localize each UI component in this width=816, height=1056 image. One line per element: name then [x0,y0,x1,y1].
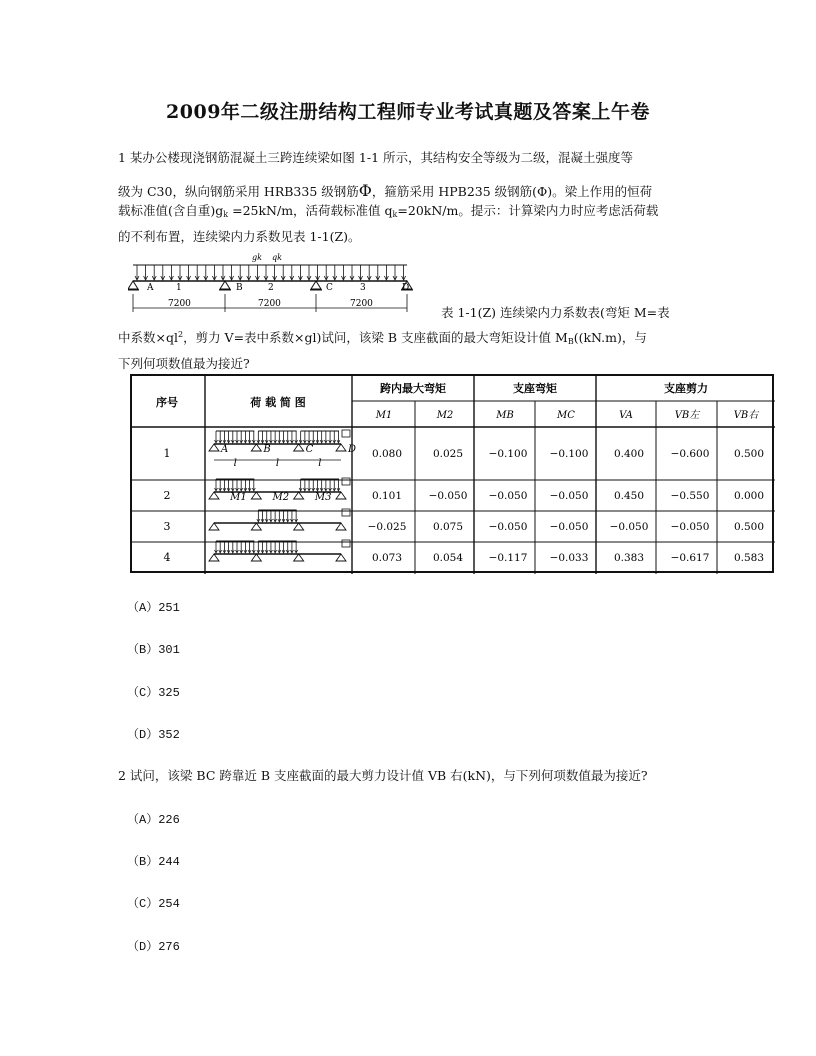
question-1-text [118,147,708,169]
diagram-label: D [348,444,357,455]
table-cell: −0.117 [488,552,528,564]
q1-option-c[interactable]: （C）325 [127,686,180,700]
diagram-label: C [305,444,314,455]
sub-header-3: MB [496,410,514,421]
q1-option-a[interactable]: （A）251 [127,601,180,615]
diagram-label: A [221,444,229,455]
table-cell: −0.050 [488,521,528,533]
sub-header-1: M1 [375,410,393,421]
q1-line-3: 载标准值(含自重)$g_k =25kN/m$，活荷载标准值 $q_k=20kN/m$。提示：计算梁内力时应考虑活荷载 [118,203,659,219]
header-support-shear: 支座剪力 [664,382,708,395]
diagram-span-label: l [318,458,322,469]
continuous-beam-figure [128,252,424,316]
load-g-label: gk [252,253,262,262]
table-cell: 0.073 [371,552,403,564]
page-title: 2009年二级注册结构工程师专业考试真题及答案上午卷 [166,101,650,123]
support-b [219,281,231,290]
table-cell: 0.054 [432,552,464,564]
table-cell: −0.050 [428,490,468,502]
table-cell: −0.600 [670,448,710,460]
table-cell: −0.033 [549,552,589,564]
table-cell: −0.617 [670,552,710,564]
span-length-3: 7200 [350,299,373,309]
support-label-d: D [402,283,410,293]
diagram-label: B [263,444,271,455]
q1-line-6: 下列何项数值最为接近? [118,356,250,371]
sub-header-4: MC [557,410,575,421]
table-cell: 0.101 [371,490,403,502]
header-diagram: 荷 载 简 图 [250,396,306,409]
header-span-moment: 跨内最大弯矩 [380,382,446,395]
table-cell: 0.450 [613,490,645,502]
q1-line-1: 1 某办公楼现浇钢筋混凝土三跨连续梁如图 1-1 所示，其结构安全等级为二级，混凝土强度等 [118,150,634,165]
support-c [310,281,322,290]
q1-line-4: 的不利布置，连续梁内力系数见表 1-1(Z)。 [118,229,361,244]
table-caption: 表 1-1(Z) 连续梁内力系数表(弯矩 M=表 [441,305,670,320]
table-cell: 0.025 [432,448,464,460]
span-length-2: 7200 [258,299,281,309]
diagram-label: M1 [230,492,247,503]
table-cell: 0.383 [613,552,645,564]
row-number: 4 [163,551,171,564]
diagram-label: M3 [314,492,332,503]
table-cell: 0.583 [733,552,765,564]
table-cell: 0.000 [733,490,765,502]
table-cell: −0.550 [670,490,710,502]
support-label-c: C [326,283,333,293]
question-2-text: 2 试问，该梁 BC 跨靠近 B 支座截面的最大剪力设计值 VB 右(kN)，与下列何项数值最为接近? [118,768,648,783]
q2-option-c[interactable]: （C）254 [127,897,180,911]
table-cell: 0.400 [613,448,645,460]
span-label-3: 3 [360,283,366,293]
row-number: 1 [163,447,171,460]
q2-option-d[interactable]: （D）276 [127,940,180,954]
q2-option-a[interactable]: （A）226 [127,813,180,827]
load-q-label: qk [272,253,282,262]
table-cell: −0.050 [549,490,589,502]
table-cell: −0.050 [549,521,589,533]
q1-option-b[interactable]: （B）301 [127,643,180,657]
question-1-continued [118,324,708,375]
table-cell: 0.500 [733,448,765,460]
table-cell: −0.100 [488,448,528,460]
header-support-moment: 支座弯矩 [513,382,557,395]
table-cell: −0.050 [609,521,649,533]
q1-option-d[interactable]: （D）352 [127,728,180,742]
sub-header-2: M2 [436,410,454,421]
sub-header-5: VA [619,410,633,421]
table-cell: 0.075 [432,521,464,533]
sub-header-6: VB左 [674,410,700,421]
support-label-b: B [236,283,243,293]
q1-line-5: 中系数$\times ql^2$，剪力 V=表中系数×gl)试问，该梁 B 支座截面的最大弯矩设计值 $M_B((kN.m)$，与 [118,330,647,346]
diagram-span-label: l [275,458,280,469]
support-a [128,281,139,290]
row-number: 3 [163,520,171,533]
support-label-a: A [147,283,154,293]
table-cell: 0.500 [733,521,765,533]
row-number: 2 [163,489,171,502]
span-length-1: 7200 [168,299,191,309]
sub-header-7: VB右 [733,410,759,421]
table-cell: −0.050 [488,490,528,502]
diagram-span-label: l [233,458,237,469]
span-label-1: 1 [176,283,182,293]
rebar-symbol: Φ [358,181,372,200]
header-no: 序号 [156,396,178,409]
q2-option-b[interactable]: （B）244 [127,855,180,869]
table-cell: −0.050 [670,521,710,533]
distributed-load-arrows [135,265,406,280]
question-1-body [118,180,708,248]
table-cell: −0.025 [367,521,407,533]
q1-line-2: 级为 C30，纵向钢筋采用 HRB335 级钢筋Φ，箍筋采用 HPB235 级钢筋(Φ)。梁上作用的恒荷 [118,181,653,200]
span-label-2: 2 [268,283,274,293]
table-cell: −0.100 [549,448,589,460]
diagram-label: M2 [272,492,290,503]
coefficient-table [130,374,775,574]
table-cell: 0.080 [371,448,403,460]
